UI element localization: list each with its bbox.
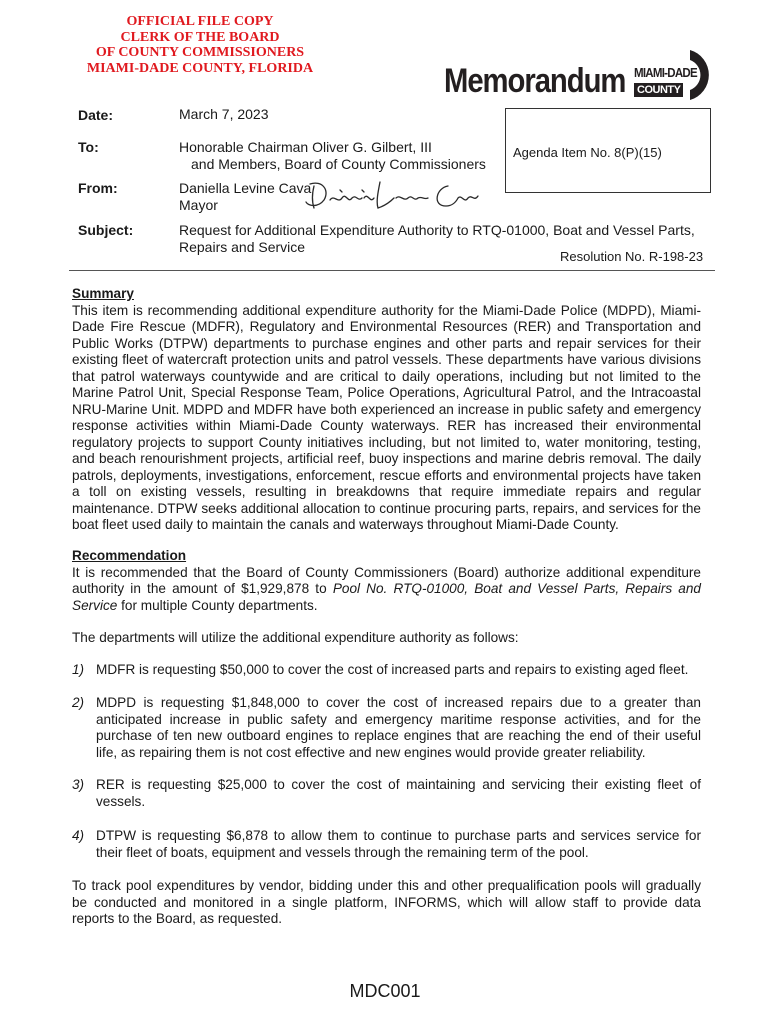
allocation-item	[72, 828, 701, 861]
to-value	[179, 139, 486, 172]
item-text: DTPW is requesting $6,878 to allow them to continue to purchase parts and services service for their fleet of boats, equipment and vessels through the remaining term of the pool.	[96, 828, 701, 860]
item-number: 3)	[72, 777, 85, 792]
memorandum-title: Memorandum	[444, 62, 626, 100]
stamp-line: MIAMI-DADE COUNTY, FLORIDA	[86, 60, 314, 76]
subject-label: Subject:	[78, 222, 134, 238]
agenda-item-number: Agenda Item No. 8(P)(15)	[513, 145, 662, 160]
to-label: To:	[78, 139, 99, 155]
logo-text-county: COUNTY	[634, 83, 683, 97]
stamp-line: OF COUNTY COMMISSIONERS	[95, 45, 305, 60]
item-number: 4)	[72, 828, 85, 843]
recommendation-text: It is recommended that the Board of County Commissioners (Board) authorize additional expenditure authority in the amount of $1,929,878 to	[72, 564, 701, 596]
logo-text-miami-dade: MIAMI-DADE	[634, 66, 697, 80]
page-identifier: MDC001	[349, 981, 421, 1001]
miami-dade-county-logo	[632, 46, 724, 102]
official-file-copy-stamp	[72, 14, 328, 76]
item-number: 1)	[72, 662, 85, 677]
date-value: March 7, 2023	[179, 106, 269, 122]
recommendation-text-end: for multiple County departments.	[117, 597, 318, 613]
pool-name: Pool No. RTQ-01000, Boat and Vessel Parts, Repairs and Service	[72, 581, 701, 613]
date-label: Date:	[78, 107, 114, 123]
handwritten-signature	[300, 176, 480, 220]
allocation-intro: The departments will utilize the additional expenditure authority as follows:	[72, 630, 519, 645]
recommendation-paragraph	[72, 565, 701, 615]
from-label: From:	[78, 180, 118, 196]
to-line: and Members, Board of County Commissioners	[191, 155, 486, 172]
to-line: Honorable Chairman Oliver G. Gilbert, III	[179, 139, 432, 155]
allocation-item	[72, 662, 701, 679]
closing-paragraph: To track pool expenditures by vendor, bidding under this and other prequalification pools will gradually be conducted and monitored in a single platform, INFORMS, which will allow staff to provide data reports to the Board, as requested.	[72, 878, 701, 926]
stamp-line: OFFICIAL FILE COPY	[126, 14, 274, 29]
summary-heading: Summary	[72, 286, 134, 301]
stamp-line: CLERK OF THE BOARD	[120, 29, 280, 45]
from-value	[179, 180, 311, 213]
allocation-item	[72, 777, 701, 810]
recommendation-section	[72, 548, 701, 614]
item-text: MDFR is requesting $50,000 to cover the cost of increased parts and repairs to existing aged fleet.	[96, 662, 689, 677]
agenda-item-box	[505, 108, 711, 193]
subject-line: Request for Additional Expenditure Authority to RTQ-01000, Boat and Vessel Parts,	[179, 222, 695, 238]
from-title: Mayor	[179, 196, 218, 213]
summary-paragraph: This item is recommending additional expenditure authority for the Miami-Dade Police (MDPD), Miami-Dade Fire Rescue (MDFR), Regulatory and Environmental Resources (RER) and Transportation and Public Works (DTPW) departments to purchase engines and other parts and repair services for their existing fleet of watercraft protection units and patrol vessels. These departments have various divisions that patrol waterways countywide and are critical to daily operations, including but not limited to the Marine Patrol Unit, Special Response Team, Police Operations, Agricultural Patrol, and the Intracoastal NRU-Marine Unit. MDPD and MDFR have both experienced an increase in public safety and emergency response activities within Miami-Dade County waterways. RER has increased their environmental regulatory projects to support County initiatives including, but not limited to, water monitoring, testing, and beach renourishment projects, artificial reef, buoy inspections and marine debris removal. The daily patrols, deployments, investigations, enforcement, rescue efforts and environmental projects have taken a toll on existing vessels, resulting in breakdowns that require immediate repairs and regular maintenance. DTPW seeks additional allocation to continue procuring parts, repairs, and services for the boat fleet used daily to maintain the canals and waterways throughout Miami-Dade County.	[72, 302, 701, 532]
item-number: 2)	[72, 695, 85, 710]
item-text: MDPD is requesting $1,848,000 to cover the cost of increased repairs due to a greater than anticipated increase in public safety and emergency maritime response activities, and for the purchase of ten new outboard engines to replace engines that are reaching the end of their useful life, as repairing them is not cost effective and new engines would provide greater reliability.	[96, 695, 701, 760]
recommendation-heading: Recommendation	[72, 548, 187, 563]
summary-section	[72, 286, 701, 534]
allocation-item	[72, 695, 701, 761]
header-divider	[69, 270, 715, 271]
item-text: RER is requesting $25,000 to cover the cost of maintaining and servicing their existing fleet of vessels.	[96, 777, 701, 809]
from-name: Daniella Levine Cava	[179, 180, 312, 196]
resolution-number: Resolution No. R-198-23	[560, 249, 704, 264]
subject-line: Repairs and Service	[179, 238, 306, 255]
